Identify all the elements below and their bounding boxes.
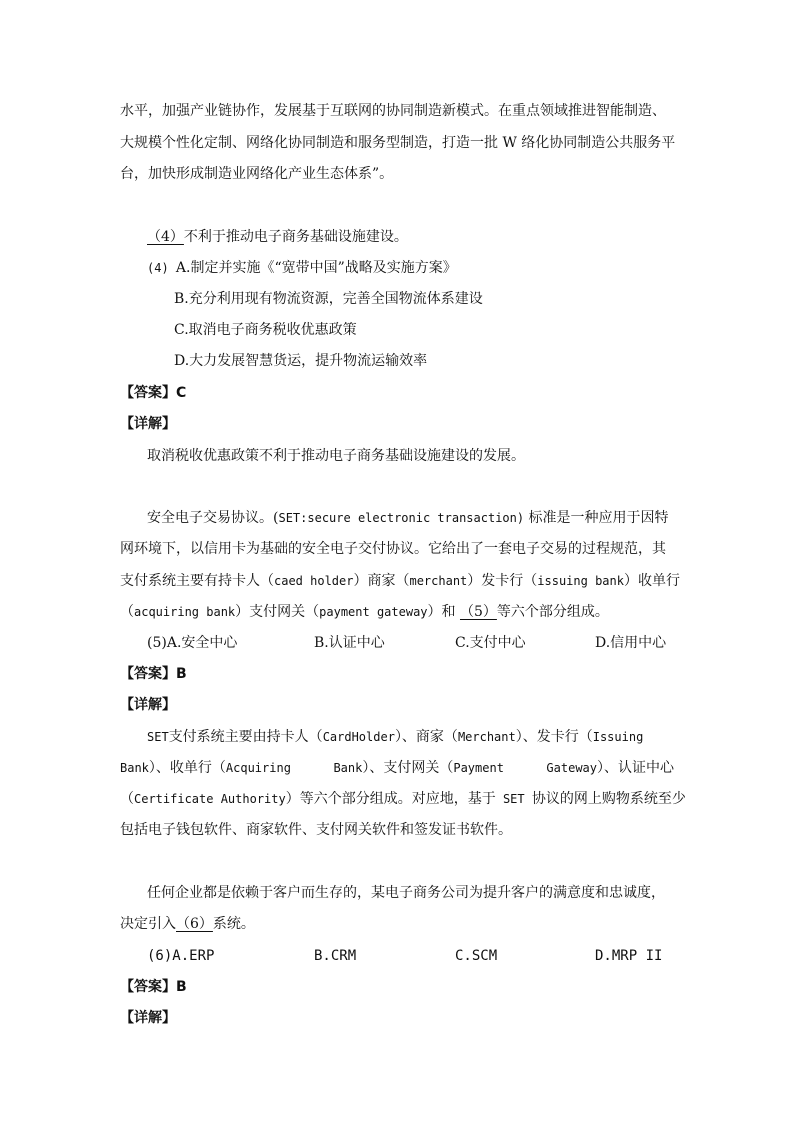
- q6-l2b: 系统。: [212, 916, 255, 932]
- q5-d1a: SET: [147, 730, 169, 744]
- q5-l3f: issuing bank: [537, 574, 624, 588]
- q4-option-c: C.取消电子商务税收优惠政策: [174, 322, 357, 338]
- q5-detail-line4: 包括电子钱包软件、商家软件、支付网关软件和签发证书软件。: [120, 822, 512, 838]
- q6-option-d: D.MRP II: [595, 948, 663, 964]
- q5-l4b: acquiring bank: [134, 605, 236, 619]
- q5-answer-value: B: [176, 666, 187, 682]
- q5-d1f: ）、发卡行（: [515, 729, 593, 745]
- q5-d2f: Payment: [453, 761, 504, 775]
- q5-detail-line2: [120, 758, 674, 778]
- q4-answer-label: 【答案】: [120, 385, 176, 401]
- q5-l3e: ）发卡行（: [467, 573, 538, 589]
- q5-l3a: 支付系统主要有持卡人（: [120, 573, 274, 589]
- q4-detail-label: 【详解】: [120, 416, 176, 432]
- q5-d2h: ）、认证中心: [597, 760, 674, 776]
- q5-answer: [120, 664, 187, 684]
- q5-answer-label: 【答案】: [120, 666, 176, 682]
- para1-line1: 水平，加强产业链协作，发展基于互联网的协同制造新模式。在重点领域推进智能制造、: [120, 103, 666, 119]
- q5-blank: （5）: [459, 604, 497, 620]
- q5-detail-label: 【详解】: [120, 697, 176, 713]
- para1-line2: 大规模个性化定制、网络化协同制造和服务型制造，打造一批 W 络化协同制造公共服务平: [120, 135, 676, 151]
- q5-d3c: ）等六个部分组成。对应地，基于: [285, 791, 496, 807]
- q5-d1e: Merchant: [457, 730, 516, 744]
- q6-option-b: B.CRM: [314, 948, 357, 964]
- q5-d3b: Certificate Authority: [134, 792, 286, 806]
- q5-d3e: 协议的网上购物系统至少: [531, 791, 686, 807]
- q5-l3c: ）商家（: [353, 573, 410, 589]
- q4-option-d: D.大力发展智慧货运，提升物流运输效率: [174, 353, 428, 369]
- q5-line3: [120, 571, 680, 591]
- q6-l2a: 决定引入: [120, 916, 176, 932]
- q5-l3b: caed holder: [274, 574, 354, 588]
- q5-l4d: payment gateway: [319, 605, 428, 619]
- q5-detail-line3: [120, 789, 686, 809]
- q5-l4f: 等六个部分组成。: [496, 604, 609, 620]
- q5-d1g: Issuing: [592, 730, 644, 744]
- q5-d2d: Bank: [333, 761, 363, 775]
- q5-option-b: B.认证中心: [314, 635, 385, 651]
- q6-answer-value: B: [176, 979, 187, 995]
- q4-answer-value: C: [176, 385, 187, 401]
- q4-stem: [147, 227, 408, 247]
- q5-d2b: ）、收单行（: [148, 760, 226, 776]
- q4-option-prefix: (4): [147, 261, 176, 275]
- q5-l3d: merchant: [409, 574, 468, 588]
- q4-option-a-text: A.制定并实施《“宽带中国”战略及实施方案》: [175, 260, 457, 276]
- q4-option-b: B.充分利用现有物流资源，完善全国物流体系建设: [174, 291, 483, 307]
- q5-option-d: D.信用中心: [595, 635, 667, 651]
- q5-line4: [120, 602, 609, 622]
- q4-stem-text: 不利于推动电子商务基础设施建设。: [183, 229, 408, 245]
- q6-option-a: (6)A.ERP: [147, 948, 215, 964]
- q6-blank: （6）: [176, 916, 213, 932]
- q4-detail-text: 取消税收优惠政策不利于推动电子商务基础设施建设的发展。: [147, 448, 525, 464]
- q5-d2c: Acquiring: [225, 761, 291, 775]
- q5-d1d: ）、商家（: [394, 729, 458, 745]
- q5-option-a: (5)A.安全中心: [147, 635, 238, 651]
- q4-blank: （4）: [147, 229, 184, 245]
- q4-option-a: [147, 258, 457, 278]
- q5-d2a: Bank: [120, 761, 149, 775]
- q6-answer: [120, 977, 187, 997]
- q5-l4e: ）和: [427, 604, 460, 620]
- q6-answer-label: 【答案】: [120, 979, 176, 995]
- q4-answer: [120, 383, 186, 403]
- para1-line3: 台，加快形成制造业网络化产业生态体系”。: [120, 166, 394, 182]
- q5-l1a: 安全电子交易协议。(: [147, 510, 279, 526]
- q5-d3a: （: [120, 791, 134, 807]
- q5-detail-line1: [147, 727, 643, 747]
- q5-l4a: （: [120, 604, 134, 620]
- q6-line1: 任何企业都是依赖于客户而生存的，某电子商务公司为提升客户的满意度和忠诚度，: [147, 885, 665, 901]
- q5-d1b: 支付系统主要由持卡人（: [168, 729, 323, 745]
- q5-l1c: 标准是一种应用于因特: [524, 510, 669, 526]
- q5-d2g: Gateway: [546, 761, 597, 775]
- q5-d3d: SET: [495, 792, 532, 806]
- q6-detail-label: 【详解】: [120, 1010, 176, 1026]
- q5-l3g: ）收单行: [623, 573, 680, 589]
- q6-option-c: C.SCM: [455, 948, 498, 964]
- q5-line1: [147, 508, 669, 528]
- q5-line2: 网环境下，以信用卡为基础的安全电子交付协议。它给出了一套电子交易的过程规范，其: [120, 541, 666, 557]
- q5-option-c: C.支付中心: [455, 635, 526, 651]
- q5-l4c: ）支付网关（: [235, 604, 320, 620]
- q5-d2e: ）、支付网关（: [362, 760, 454, 776]
- q5-l1b: SET:secure electronic transaction): [278, 511, 525, 525]
- q5-d1c: CardHolder: [322, 730, 395, 744]
- q6-line2: [120, 914, 255, 934]
